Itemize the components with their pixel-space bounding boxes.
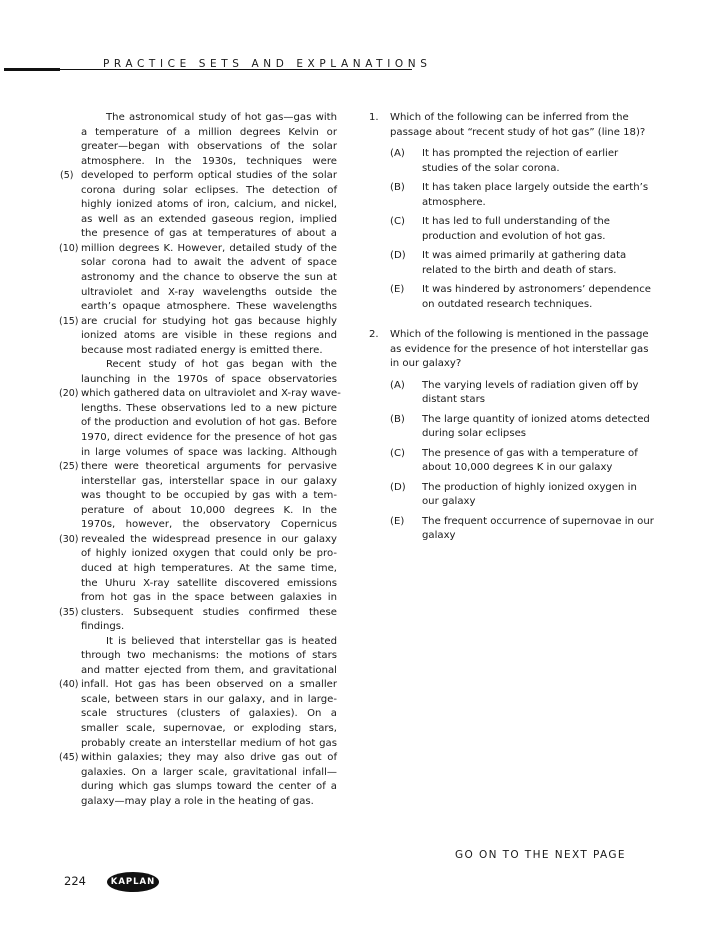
passage-line	[59, 387, 341, 402]
go-on-notice: GO ON TO THE NEXT PAGE	[455, 849, 626, 861]
passage-line	[81, 664, 337, 679]
answer-text: The production of highly ionized oxygen in our galaxy	[422, 481, 637, 507]
answer-choice[interactable]	[390, 147, 654, 176]
passage-line	[81, 737, 337, 752]
answer-text: It was hindered by astronomers’ dependence on outdated research techniques.	[422, 284, 651, 310]
passage-line-text: as well as an extended gaseous region, implied	[81, 213, 337, 225]
passage-line	[81, 562, 337, 577]
passage-line	[81, 227, 337, 242]
passage-line-text: probably create an interstellar medium of hot gas	[81, 737, 337, 749]
passage-line	[81, 635, 337, 650]
passage-line	[81, 416, 337, 431]
passage-line-text: within galaxies; they may also drive gas out of	[81, 752, 337, 764]
passage-line-text: in large volumes of space was lacking. Although	[81, 446, 337, 458]
answer-letter: (C)	[390, 447, 405, 459]
answer-letter: (B)	[390, 413, 405, 425]
passage-line	[59, 315, 337, 330]
passage-line	[81, 591, 337, 606]
passage-line	[81, 475, 337, 490]
passage-line-text: revealed the widespread presence in our galaxy	[81, 533, 337, 545]
passage-line	[81, 286, 337, 301]
passage-line-text: through two mechanisms: the motions of stars	[81, 650, 337, 662]
passage-line	[81, 358, 337, 373]
kaplan-logo: KAPLAN	[107, 872, 159, 892]
passage-line-text: solar corona had to await the advent of space	[81, 257, 337, 269]
answer-letter: (C)	[390, 216, 405, 227]
passage-line	[81, 402, 337, 417]
passage-line	[81, 577, 337, 592]
question-stem: Which of the following can be inferred from the passage about “recent study of hot gas” (line 18)?	[390, 112, 646, 138]
passage-line	[81, 547, 337, 562]
passage-line-text: and matter ejected from them, and gravitational	[81, 664, 337, 676]
passage-line	[81, 649, 337, 664]
passage-line	[81, 504, 337, 519]
line-number: (10)	[59, 242, 79, 254]
passage-line	[81, 795, 337, 810]
passage-line	[81, 620, 337, 635]
passage-line-text: of the production and evolution of hot gas. Before	[81, 417, 337, 429]
answer-letter: (D)	[390, 481, 406, 493]
passage-line	[59, 533, 337, 548]
line-number: (30)	[59, 533, 79, 545]
reading-passage	[59, 111, 341, 809]
line-number: (45)	[59, 752, 79, 764]
passage-line	[81, 344, 337, 359]
answer-text: It has led to full understanding of the production and evolution of hot gas.	[422, 216, 611, 242]
question-number: 1.	[369, 112, 379, 123]
question-stem: Which of the following is mentioned in the passage as evidence for the presence of hot interstellar gas in our galaxy?	[390, 329, 649, 369]
line-number: (40)	[59, 679, 79, 691]
passage-line-text: developed to perform optical studies of the solar	[81, 170, 337, 182]
passage-line-text: It is believed that interstellar gas is heated	[106, 635, 337, 647]
passage-line	[81, 693, 337, 708]
passage-line	[81, 373, 337, 388]
passage-line	[81, 111, 337, 126]
passage-line-text: Recent study of hot gas began with the	[106, 359, 337, 371]
answer-text: It has prompted the rejection of earlier studies of the solar corona.	[422, 148, 619, 174]
passage-line-text: duced at high temperatures. At the same time,	[81, 562, 337, 574]
answer-choice[interactable]	[390, 481, 654, 510]
passage-line-text: 1970, direct evidence for the presence of hot gas	[81, 432, 337, 444]
header-rule-thick	[4, 68, 60, 71]
passage-line-text: the Uhuru X-ray satellite discovered emissions	[81, 577, 337, 589]
passage-line-text: are crucial for studying hot gas because highly	[81, 315, 337, 327]
passage-line	[81, 271, 337, 286]
passage-line	[81, 300, 337, 315]
answer-choice[interactable]	[390, 515, 654, 544]
passage-line-text: The astronomical study of hot gas—gas with	[106, 112, 337, 123]
passage-line-text: scale structures (clusters of galaxies). On a	[81, 708, 337, 720]
line-number: (25)	[59, 461, 79, 473]
passage-line	[81, 184, 337, 199]
passage-line-text: smaller scale, supernovae, or exploding stars,	[81, 722, 337, 734]
answer-choice[interactable]	[390, 447, 654, 476]
passage-line	[59, 751, 337, 766]
answer-text: The frequent occurrence of supernovae in our galaxy	[422, 515, 654, 541]
passage-line	[81, 707, 337, 722]
passage-line-text: corona during solar eclipses. The detection of	[81, 184, 337, 196]
passage-line-text: there were theoretical arguments for pervasive	[81, 461, 337, 473]
passage-line-text: launching in the 1970s of space observatories	[81, 373, 337, 385]
passage-line	[81, 780, 337, 795]
answer-letter: (B)	[390, 182, 405, 193]
passage-line	[81, 140, 337, 155]
passage-line-text: atmosphere. In the 1930s, techniques were	[81, 155, 337, 167]
passage-line	[81, 431, 337, 446]
passage-line-text: perature of about 10,000 degrees K. In the	[81, 504, 337, 516]
passage-line	[81, 766, 337, 781]
answer-text: The presence of gas with a temperature of about 10,000 degrees K in our galaxy	[422, 447, 638, 473]
passage-line	[81, 722, 337, 737]
line-number: (35)	[59, 606, 79, 618]
passage-line-text: 1970s, however, the observatory Copernicus	[81, 519, 337, 531]
question-column	[369, 111, 654, 549]
line-number: (15)	[59, 315, 79, 327]
passage-line-text: interstellar gas, interstellar space in our galaxy	[81, 475, 337, 487]
answer-choice[interactable]	[390, 181, 654, 210]
page-number: 224	[64, 874, 86, 888]
passage-line-text: ultraviolet and X-ray wavelengths outside the	[81, 286, 337, 298]
passage-line	[59, 678, 337, 693]
passage-line-text: infall. Hot gas has been observed on a smaller	[81, 679, 337, 691]
passage-line	[81, 198, 337, 213]
running-header: PRACTICE SETS AND EXPLANATIONS	[103, 58, 432, 70]
passage-line-text: a temperature of a million degrees Kelvin or	[81, 126, 337, 138]
answer-letter: (D)	[390, 250, 406, 261]
answer-letter: (A)	[390, 148, 405, 159]
passage-line	[81, 213, 337, 228]
passage-line-text: findings.	[81, 621, 125, 633]
passage-line-text: ionized atoms are visible in these regions and	[81, 330, 337, 342]
answer-text: The large quantity of ionized atoms detected during solar eclipses	[422, 413, 650, 439]
passage-line-text: greater—began with observations of the solar	[81, 141, 337, 153]
passage-line	[81, 126, 337, 141]
passage-line-text: from hot gas in the space between galaxies in	[81, 592, 337, 604]
answer-letter: (A)	[390, 379, 405, 391]
passage-line	[60, 169, 337, 184]
passage-line-text: million degrees K. However, detailed study of the	[81, 242, 337, 254]
passage-line-text: highly ionized atoms of iron, calcium, and nickel,	[81, 199, 337, 211]
passage-line	[59, 242, 337, 257]
passage-line	[81, 489, 337, 504]
passage-line-text: during which gas slumps toward the center of a	[81, 781, 337, 793]
answer-text: It was aimed primarily at gathering data related to the birth and death of stars.	[422, 250, 627, 276]
passage-line-text: because most radiated energy is emitted there.	[81, 344, 323, 356]
passage-line	[59, 606, 337, 621]
passage-line	[81, 256, 337, 271]
answer-choice[interactable]	[390, 413, 654, 442]
passage-line	[81, 446, 337, 461]
passage-line-text: galaxy—may play a role in the heating of gas.	[81, 795, 314, 807]
passage-line	[59, 460, 337, 475]
passage-line	[81, 155, 337, 170]
answer-choice[interactable]	[390, 283, 654, 312]
passage-line-text: which gathered data on ultraviolet and X-ray wave-	[81, 388, 341, 400]
passage-line-text: clusters. Subsequent studies confirmed these	[81, 606, 337, 618]
question	[369, 111, 654, 312]
answer-letter: (E)	[390, 515, 405, 527]
question	[369, 328, 654, 544]
passage-line-text: was thought to be occupied by gas with a tem-	[81, 490, 337, 502]
passage-line	[81, 329, 337, 344]
passage-line-text: astronomy and the chance to observe the sun at	[81, 272, 337, 284]
passage-line-text: galaxies. On a larger scale, gravitational infall—	[81, 766, 337, 778]
passage-line-text: earth’s opaque atmosphere. These wavelengths	[81, 301, 337, 313]
answer-text: The varying levels of radiation given off by distant stars	[422, 379, 639, 405]
passage-line-text: scale, between stars in our galaxy, and in large-	[81, 693, 337, 705]
line-number: (20)	[59, 388, 79, 400]
answer-text: It has taken place largely outside the earth’s atmosphere.	[422, 182, 649, 208]
passage-line-text: the presence of gas at temperatures of about a	[81, 228, 337, 240]
passage-line-text: lengths. These observations led to a new picture	[81, 402, 337, 414]
answer-choice[interactable]	[390, 379, 654, 408]
question-number: 2.	[369, 329, 379, 340]
answer-choice[interactable]	[390, 215, 654, 244]
passage-line-text: of highly ionized oxygen that could only be pro-	[81, 548, 337, 560]
line-number: (5)	[60, 170, 74, 182]
answer-choice[interactable]	[390, 249, 654, 278]
answer-letter: (E)	[390, 284, 405, 295]
passage-line	[81, 518, 337, 533]
